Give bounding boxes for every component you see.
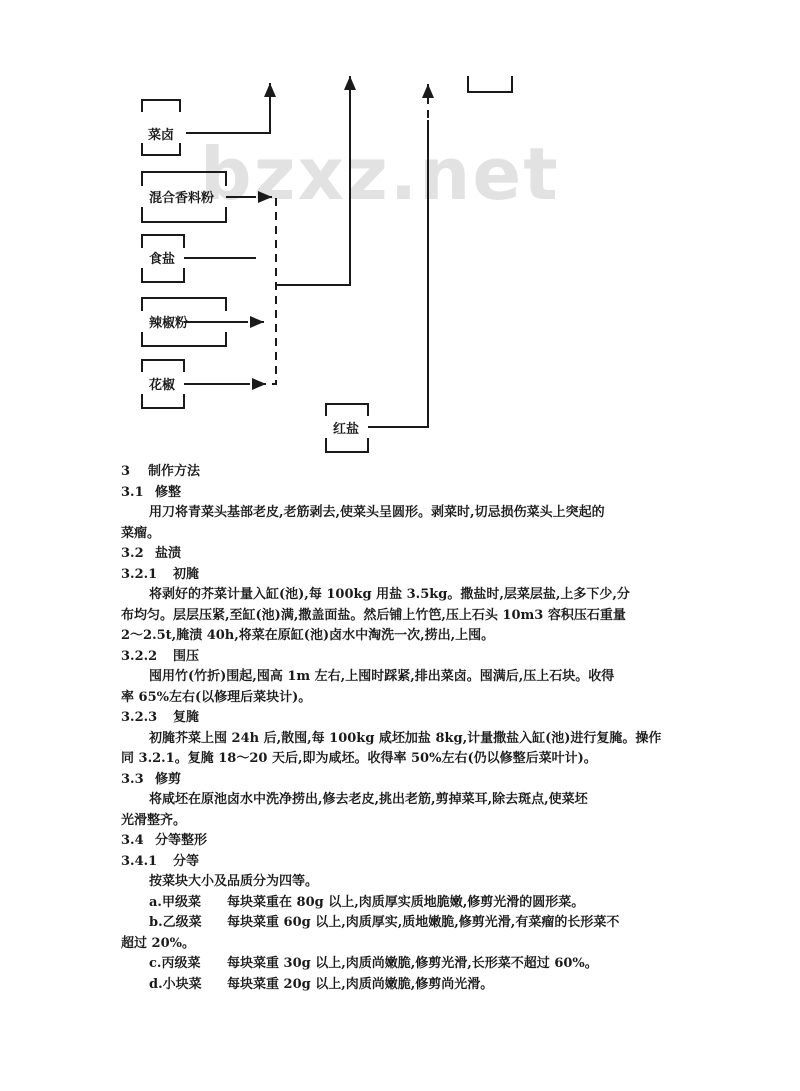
document-body (121, 462, 681, 995)
grade-item: b.乙级菜 每块菜重 60g 以上,肉质厚实,质地嫩脆,修剪光滑,有菜瘤的长形菜不 (149, 915, 620, 930)
heading-3-3: 3.3 修剪 (121, 771, 182, 787)
heading-3-4-1: 3.4.1 分等 (121, 853, 200, 869)
paragraph: 囤用竹(竹折)围起,囤高 1m 左右,上囤时踩紧,排出菜卤。囤满后,压上石块。收得 (149, 669, 615, 684)
grade-item: c.丙级菜 每块菜重 30g 以上,肉质尚嫩脆,修剪光滑,长形菜不超过 60%。 (149, 956, 598, 971)
paragraph: 将咸坯在原池卤水中洗净捞出,修去老皮,挑出老筋,剪掉菜耳,除去斑点,使菜坯 (149, 792, 588, 807)
box-label-mixed-spice: 混合香料粉 (149, 191, 215, 206)
process-flowchart (0, 0, 800, 460)
box-label-pepper: 花椒 (149, 378, 176, 393)
heading-3-1: 3.1 修整 (121, 484, 182, 500)
paragraph-cont: 率 65%左右(以修理后菜块计)。 (121, 689, 312, 705)
grade-item: d.小块菜 每块菜重 20g 以上,肉质尚嫩脆,修剪尚光滑。 (149, 976, 494, 992)
paragraph: 将剥好的芥菜计量入缸(池),每 100kg 用盐 3.5kg。撒盐时,层菜层盐,上多下少,分 (149, 587, 630, 602)
grade-item: a.甲级菜 每块菜重在 80g 以上,肉质厚实质地脆嫩,修剪光滑的圆形菜。 (149, 894, 585, 910)
box-label-red-salt: 红盐 (333, 422, 360, 437)
box-label-chili: 辣椒粉 (149, 316, 189, 331)
paragraph: 按菜块大小及品质分为四等。 (149, 874, 319, 889)
heading-3-2-3: 3.2.3 复腌 (121, 710, 200, 725)
paragraph-cont: 布均匀。层层压紧,至缸(池)满,撒盖面盐。然后铺上竹笆,压上石头 10m3 容积压石重量 (121, 607, 626, 623)
paragraph: 初腌芥菜上囤 24h 后,散囤,每 100kg 咸坯加盐 8kg,计量撒盐入缸(池)进行复腌。操作 (149, 730, 662, 746)
paragraph-cont: 光滑整齐。 (121, 812, 187, 828)
heading-3: 3 制作方法 (121, 464, 201, 479)
box-label-salt: 食盐 (149, 252, 176, 267)
paragraph-cont: 2～2.5t,腌渍 40h,将菜在原缸(池)卤水中淘洗一次,捞出,上囤。 (121, 628, 495, 643)
box-label-cai-lu: 菜卤 (148, 128, 175, 143)
heading-3-2-2: 3.2.2 围压 (121, 648, 200, 664)
paragraph-cont: 同 3.2.1。复腌 18～20 天后,即为咸坯。收得率 50%左右(仍以修整后菜叶计)。 (121, 751, 597, 766)
grade-item-cont: 超过 20%。 (121, 935, 195, 951)
heading-3-2: 3.2 盐渍 (121, 546, 182, 561)
watermark: bzxz.net (200, 132, 560, 216)
heading-3-4: 3.4 分等整形 (121, 833, 208, 848)
paragraph: 用刀将青菜头基部老皮,老筋剥去,使菜头呈圆形。剥菜时,切忌损伤菜头上突起的 (149, 505, 605, 520)
heading-3-2-1: 3.2.1 初腌 (121, 566, 200, 582)
paragraph-cont: 菜瘤。 (121, 525, 161, 541)
